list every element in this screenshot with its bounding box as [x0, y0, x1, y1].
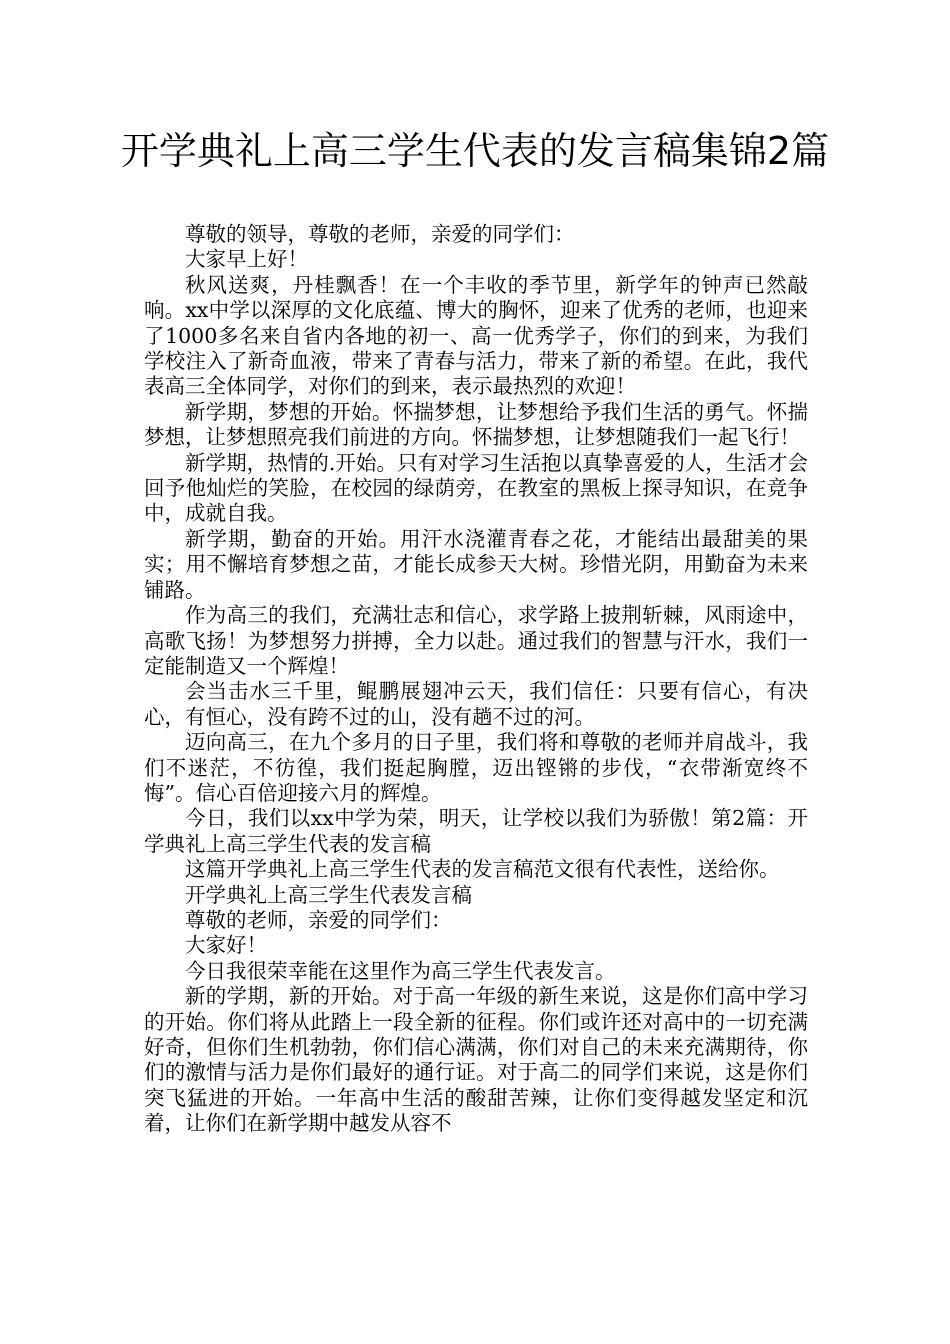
document-title: 开学典礼上高三学生代表的发言稿集锦2篇 — [120, 129, 830, 173]
paragraph-subtitle: 开学典礼上高三学生代表发言稿 — [185, 882, 472, 907]
paragraph: 这篇开学典礼上高三学生代表的发言稿范文很有代表性，送给你。 — [185, 857, 780, 882]
paragraph-greeting: 大家早上好！ — [185, 247, 308, 272]
paragraph: 新学期，梦想的开始。怀揣梦想，让梦想给予我们生活的勇气。怀揣梦想，让梦想照亮我们前进的方向。怀揣梦想，让梦想随我们一起飞行！ — [144, 399, 808, 450]
paragraph: 新的学期，新的开始。对于高一年级的新生来说，这是你们高中学习的开始。你们将从此踏上一段全新的征程。你们或许还对高中的一切充满好奇，但你们生机勃勃，你们信心满满，你们对自己的未来充满期待，你们的激情与活力是你们最好的通行证。对于高二的同学们来说，这是你们突飞猛进的开始。一年高中生活的酸甜苦辣，让你们变得越发坚定和沉着，让你们在新学期中越发从容不 — [144, 984, 808, 1136]
paragraph: 迈向高三，在九个多月的日子里，我们将和尊敬的老师并肩战斗，我们不迷茫，不彷徨，我们挺起胸膛，迈出铿锵的步伐，“衣带渐宽终不悔”。信心百倍迎接六月的辉煌。 — [144, 730, 808, 805]
paragraph: 作为高三的我们，充满壮志和信心，求学路上披荆斩棘，风雨途中，高歌飞扬！为梦想努力拼搏，全力以赴。通过我们的智慧与汗水，我们一定能制造又一个辉煌！ — [144, 603, 808, 678]
document-body — [144, 222, 808, 1137]
paragraph: 新学期，勤奋的开始。用汗水浇灌青春之花，才能结出最甜美的果实；用不懈培育梦想之苗，才能长成参天大树。珍惜光阴，用勤奋为未来铺路。 — [144, 526, 808, 602]
paragraph-greeting: 大家好！ — [185, 933, 267, 958]
paragraph: 今日我很荣幸能在这里作为高三学生代表发言。 — [185, 958, 616, 983]
paragraph-salutation: 尊敬的领导，尊敬的老师，亲爱的同学们： — [185, 222, 575, 246]
paragraph: 新学期，热情的.开始。只有对学习生活抱以真挚喜爱的人，生活才会回予他灿烂的笑脸，在校园的绿荫旁，在教室的黑板上探寻知识，在竞争中，成就自我。 — [144, 450, 808, 526]
paragraph: 会当击水三千里，鲲鹏展翅冲云天，我们信任：只要有信心，有决心，有恒心，没有跨不过的山，没有趟不过的河。 — [144, 679, 808, 729]
paragraph: 今日，我们以xx中学为荣，明天，让学校以我们为骄傲！第2篇：开学典礼上高三学生代表的发言稿 — [144, 806, 808, 856]
paragraph-salutation: 尊敬的老师，亲爱的同学们： — [185, 907, 452, 932]
paragraph: 秋风送爽，丹桂飘香！在一个丰收的季节里，新学年的钟声已然敲响。xx中学以深厚的文化底蕴、博大的胸怀，迎来了优秀的老师，也迎来了1000多名来自省内各地的初一、高一优秀学子，你们的到来，为我们学校注入了新奇血液，带来了青春与活力，带来了新的希望。在此，我代表高三全体同学，对你们的到来，表示最热烈的欢迎！ — [144, 272, 808, 399]
